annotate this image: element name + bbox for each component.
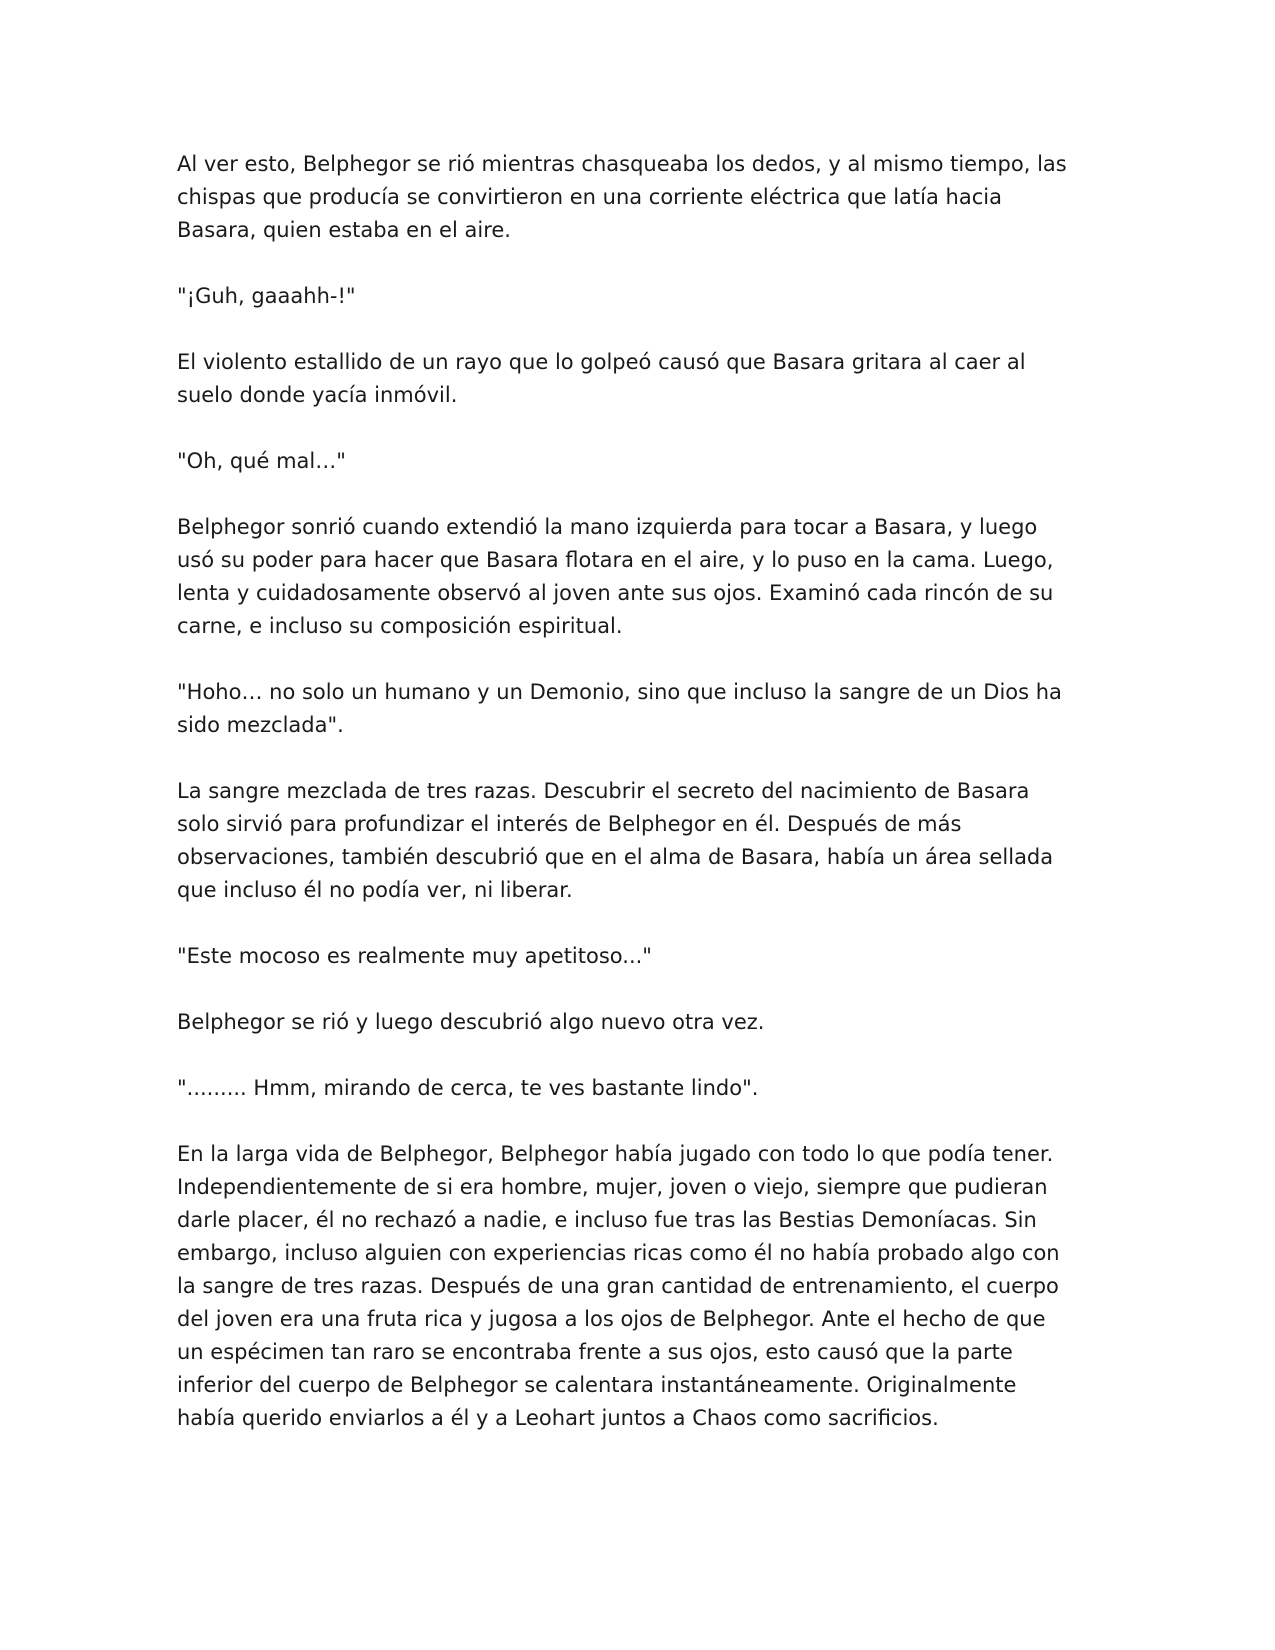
paragraph-4: La sangre mezclada de tres razas. Descubrir el secreto del nacimiento de Basara solo sirvió para profundizar el interés de Belphegor en él. Después de más observaciones, también descubrió que en el alma de Basara, había un área sellada que incluso él no podía ver, ni liberar.: [177, 779, 1054, 902]
paragraph-5: Belphegor se rió y luego descubrió algo nuevo otra vez.: [177, 1010, 765, 1034]
dialogue-3: "Hoho… no solo un humano y un Demonio, sino que incluso la sangre de un Dios ha sido mezclada".: [177, 680, 1062, 737]
paragraph-2: El violento estallido de un rayo que lo golpeó causó que Basara gritara al caer al suelo donde yacía inmóvil.: [177, 350, 1026, 407]
paragraph-3: Belphegor sonrió cuando extendió la mano izquierda para tocar a Basara, y luego usó su poder para hacer que Basara flotara en el aire, y lo puso en la cama. Luego, lenta y cuidadosamente observó al joven ante sus ojos. Examinó cada rincón de su carne, e incluso su composición espiritual.: [177, 515, 1054, 638]
paragraph-1: Al ver esto, Belphegor se rió mientras chasqueaba los dedos, y al mismo tiempo, las chispas que producía se convirtieron en una corriente eléctrica que latía hacia Basara, quien estaba en el aire.: [177, 152, 1067, 242]
dialogue-5: "......... Hmm, mirando de cerca, te ves bastante lindo".: [177, 1076, 759, 1100]
dialogue-2: "Oh, qué mal…": [177, 449, 346, 473]
paragraph-6: En la larga vida de Belphegor, Belphegor había jugado con todo lo que podía tener. Independientemente de si era hombre, mujer, joven o viejo, siempre que pudieran darle placer, él no rechazó a nadie, e incluso fue tras las Bestias Demoníacas. Sin embargo, incluso alguien con experiencias ricas como él no había probado algo con la sangre de tres razas. Después de una gran cantidad de entrenamiento, el cuerpo del joven era una fruta rica y jugosa a los ojos de Belphegor. Ante el hecho de que un espécimen tan raro se encontraba frente a sus ojos, esto causó que la parte inferior del cuerpo de Belphegor se calentara instantáneamente. Originalmente había querido enviarlos a él y a Leohart juntos a Chaos como sacrificios.: [177, 1142, 1060, 1430]
dialogue-4: "Este mocoso es realmente muy apetitoso...": [177, 944, 652, 968]
dialogue-1: "¡Guh, gaaahh-!": [177, 284, 356, 308]
